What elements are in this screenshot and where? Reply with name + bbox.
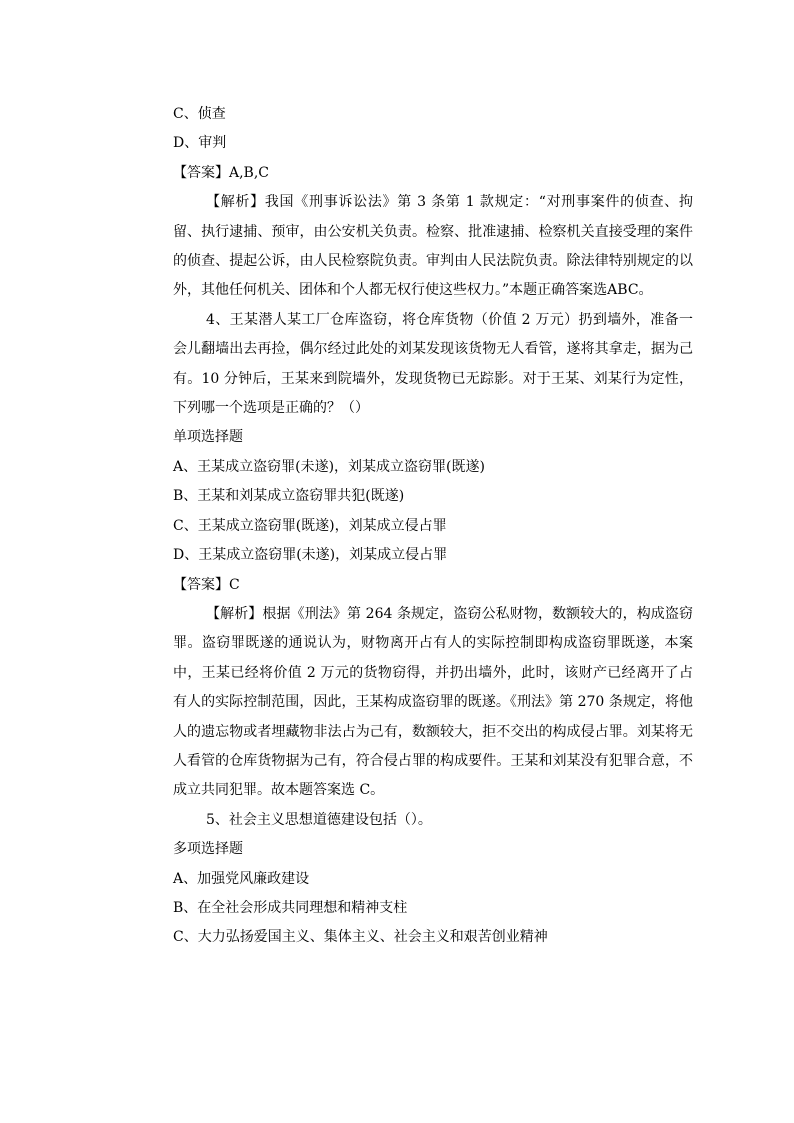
q5-type: 多项选择题 xyxy=(173,841,243,858)
q5-option-c: C、大力弘扬爱国主义、集体主义、社会主义和艰苦创业精神 xyxy=(173,929,548,946)
q4-option-b: B、王某和刘某成立盗窃罪共犯(既遂) xyxy=(173,488,405,505)
q3-option-d: D、审判 xyxy=(173,135,227,152)
q3-analysis: 【解析】我国《刑事诉讼法》第 3 条第 1 款规定：“对刑事案件的侦查、拘留、执行逮捕、预审，由公安机关负责。检察、批准逮捕、检察机关直接受理的案件的侦查、提起公诉，由人民检察院负责。审判由人民法院负责。除法律特别规定的以外，其他任何机关、团体和个人都无权行使这些权力。”本题正确答案选ABC。 xyxy=(173,194,693,299)
q4-option-a: A、王某成立盗窃罪(未遂)，刘某成立盗窃罪(既遂) xyxy=(173,458,485,475)
q5-question: 5、社会主义思想道德建设包括（）。 xyxy=(206,811,432,828)
q5-option-b: B、在全社会形成共同理想和精神支柱 xyxy=(173,899,408,916)
q3-option-c: C、侦查 xyxy=(173,106,226,122)
q4-analysis: 【解析】根据《刑法》第 264 条规定，盗窃公私财物，数额较大的，构成盗窃罪。盗窃罪既遂的通说认为，财物离开占有人的实际控制即构成盗窃罪既遂，本案中，王某已经将价值 2 万元的货物窃得，并扔出墙外，此时，该财产已经离开了占有人的实际控制范围，因此，王某构成盗窃罪的既遂。《刑法》第 270 条规定，将他人的遗忘物或者埋藏物非法占为己有，数额较大，拒不交出的构成侵占罪。刘某将无人看管的仓库货物据为己有，符合侵占罪的构成要件。王某和刘某没有犯罪合意，不成立共同犯罪。故本题答案选 C。 xyxy=(173,605,693,799)
q5-option-a: A、加强党风廉政建设 xyxy=(173,870,310,887)
q4-question: 4、王某潜人某工厂仓库盗窃，将仓库货物（价值 2 万元）扔到墙外，准备一会儿翻墙出去再捡，偶尔经过此处的刘某发现该货物无人看管，遂将其拿走，据为己有。10 分钟后，王某来到院墙外，发现货物已无踪影。对于王某、刘某行为定性，下列哪一个选项是正确的？（） xyxy=(173,311,693,417)
q4-type: 单项选择题 xyxy=(173,429,243,446)
q3-answer: 【答案】A,B,C xyxy=(173,164,270,181)
q4-option-c: C、王某成立盗窃罪(既遂)，刘某成立侵占罪 xyxy=(173,517,447,534)
q4-answer: 【答案】C xyxy=(173,576,240,593)
document-body xyxy=(173,100,693,953)
q4-option-d: D、王某成立盗窃罪(未遂)，刘某成立侵占罪 xyxy=(173,547,448,564)
